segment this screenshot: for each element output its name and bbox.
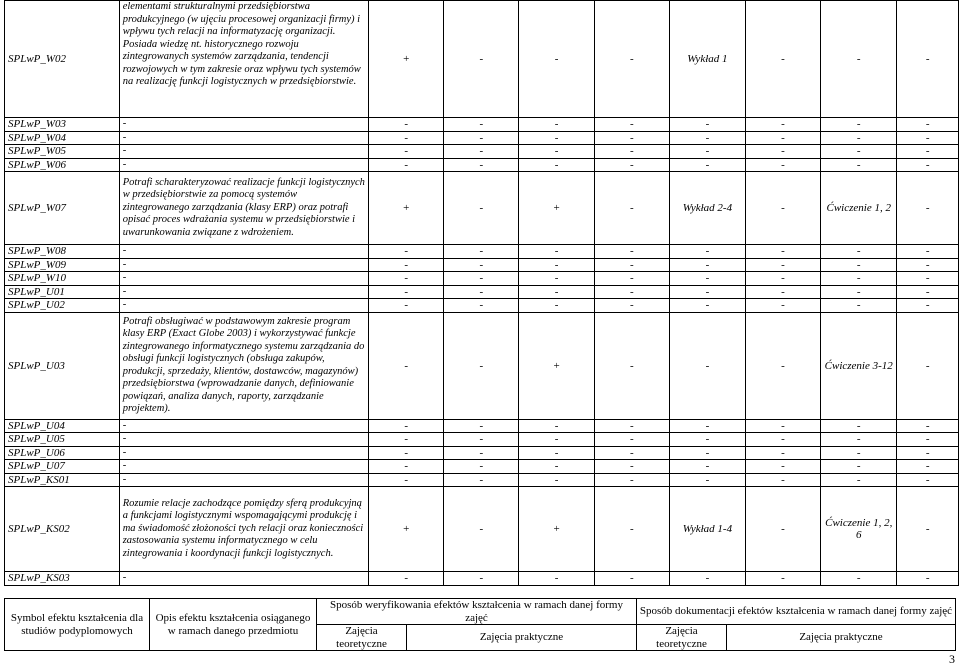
- assessment-cell: -: [369, 285, 444, 299]
- effect-description: -: [119, 118, 368, 132]
- effect-description: -: [119, 473, 368, 487]
- effect-code: SPLwP_W03: [5, 118, 120, 132]
- table-row: [5, 1, 959, 118]
- assessment-cell: -: [897, 158, 959, 172]
- assessment-cell: -: [897, 272, 959, 286]
- assessment-cell: -: [669, 245, 745, 259]
- assessment-cell: -: [594, 131, 669, 145]
- assessment-cell: -: [669, 285, 745, 299]
- assessment-cell: -: [369, 299, 444, 313]
- assessment-cell: -: [745, 446, 820, 460]
- assessment-cell: -: [444, 245, 519, 259]
- effect-code: SPLwP_U02: [5, 299, 120, 313]
- assessment-cell: -: [444, 131, 519, 145]
- assessment-cell: -: [519, 285, 594, 299]
- assessment-cell: -: [745, 145, 820, 159]
- assessment-cell: -: [369, 312, 444, 419]
- effect-code: SPLwP_U07: [5, 460, 120, 474]
- assessment-cell: -: [594, 299, 669, 313]
- effect-code: SPLwP_W07: [5, 172, 120, 245]
- assessment-cell: -: [745, 172, 820, 245]
- assessment-cell: -: [897, 131, 959, 145]
- assessment-cell: -: [745, 245, 820, 259]
- assessment-cell: +: [519, 487, 594, 572]
- assessment-cell: -: [369, 419, 444, 433]
- page-number: 3: [949, 652, 955, 666]
- table-row: [5, 433, 959, 447]
- assessment-cell: -: [519, 145, 594, 159]
- assessment-cell: -: [897, 299, 959, 313]
- assessment-cell: -: [369, 460, 444, 474]
- assessment-cell: -: [594, 245, 669, 259]
- assessment-cell: -: [821, 245, 897, 259]
- effect-code: SPLwP_W09: [5, 258, 120, 272]
- effect-code: SPLwP_W10: [5, 272, 120, 286]
- assessment-cell: -: [745, 473, 820, 487]
- effect-code: SPLwP_U01: [5, 285, 120, 299]
- effect-description: -: [119, 572, 368, 586]
- table-row: [5, 172, 959, 245]
- table-row: [5, 158, 959, 172]
- assessment-cell: -: [745, 572, 820, 586]
- legend-verification-group: Sposób weryfikowania efektów kształcenia w ramach danej formy zajęć: [317, 599, 637, 625]
- effect-code: SPLwP_U05: [5, 433, 120, 447]
- table-row: [5, 285, 959, 299]
- assessment-cell: -: [745, 131, 820, 145]
- assessment-cell: -: [669, 572, 745, 586]
- legend-documentation-theory: Zajęcia teoretyczne: [637, 625, 727, 651]
- assessment-cell: -: [594, 312, 669, 419]
- assessment-cell: -: [519, 1, 594, 118]
- assessment-cell: -: [745, 158, 820, 172]
- effect-description: -: [119, 258, 368, 272]
- assessment-cell: -: [594, 419, 669, 433]
- assessment-cell: Ćwiczenie 1, 2, 6: [821, 487, 897, 572]
- assessment-cell: -: [444, 1, 519, 118]
- table-row: [5, 131, 959, 145]
- assessment-cell: -: [444, 487, 519, 572]
- assessment-cell: -: [519, 118, 594, 132]
- assessment-cell: -: [897, 285, 959, 299]
- assessment-cell: -: [369, 258, 444, 272]
- assessment-cell: -: [444, 172, 519, 245]
- assessment-cell: -: [897, 118, 959, 132]
- table-row: [5, 473, 959, 487]
- table-row: [5, 272, 959, 286]
- effect-code: SPLwP_W04: [5, 131, 120, 145]
- assessment-cell: -: [369, 158, 444, 172]
- assessment-cell: +: [519, 172, 594, 245]
- assessment-cell: -: [594, 285, 669, 299]
- legend-verification-theory: Zajęcia teoretyczne: [317, 625, 407, 651]
- effect-code: SPLwP_KS01: [5, 473, 120, 487]
- assessment-cell: -: [821, 145, 897, 159]
- assessment-cell: -: [519, 158, 594, 172]
- assessment-cell: -: [519, 419, 594, 433]
- assessment-cell: -: [444, 285, 519, 299]
- assessment-cell: -: [745, 118, 820, 132]
- assessment-cell: -: [669, 419, 745, 433]
- effect-description: Rozumie relacje zachodzące pomiędzy sferą produkcyjną a funkcjami logistycznymi wspomagającymi produkcję i ma świadomość złożoności tych relacji oraz konieczności zastosowania systemu informatycznego w celu zintegrowania i koordynacji funkcji logistycznych.: [119, 487, 368, 572]
- assessment-cell: -: [745, 487, 820, 572]
- assessment-cell: -: [444, 572, 519, 586]
- table-row: [5, 299, 959, 313]
- assessment-cell: -: [669, 145, 745, 159]
- effect-description: elementami strukturalnymi przedsiębiorstwa produkcyjnego (w ujęciu procesowej organizacji firmy) i wpływu tych relacji na informatyzację organizacji. Posiada wiedzę nt. historycznego rozwoju zintegrowanych systemów zarządzania, tendencji rozwojowych w tym zakresie oraz wpływu tych systemów na realizację funkcji logistycznych w przedsiębiorstwie.: [119, 1, 368, 118]
- effect-description: -: [119, 245, 368, 259]
- assessment-cell: +: [369, 1, 444, 118]
- assessment-cell: -: [745, 433, 820, 447]
- effect-code: SPLwP_U04: [5, 419, 120, 433]
- assessment-cell: -: [594, 473, 669, 487]
- assessment-cell: -: [594, 433, 669, 447]
- effect-description: -: [119, 299, 368, 313]
- assessment-cell: -: [669, 473, 745, 487]
- effect-description: Potrafi scharakteryzować realizacje funkcji logistycznych w przedsiębiorstwie za pomocą systemów zintegrowanego zarządzania (klasy ERP) oraz potrafi opisać proces wdrażania systemu w przedsiębiorstwie i uwarunkowania związane z wdrożeniem.: [119, 172, 368, 245]
- legend-verification-practice: Zajęcia praktyczne: [407, 625, 637, 651]
- table-row: [5, 312, 959, 419]
- assessment-cell: -: [821, 285, 897, 299]
- assessment-cell: -: [745, 460, 820, 474]
- table-row: [5, 118, 959, 132]
- assessment-cell: -: [594, 258, 669, 272]
- legend-documentation-practice: Zajęcia praktyczne: [727, 625, 956, 651]
- assessment-cell: -: [821, 473, 897, 487]
- assessment-cell: -: [669, 460, 745, 474]
- effect-description: -: [119, 433, 368, 447]
- assessment-cell: -: [519, 433, 594, 447]
- assessment-cell: -: [369, 473, 444, 487]
- assessment-cell: -: [594, 446, 669, 460]
- assessment-cell: -: [669, 158, 745, 172]
- assessment-cell: -: [594, 487, 669, 572]
- assessment-cell: -: [821, 572, 897, 586]
- assessment-cell: -: [669, 433, 745, 447]
- effect-description: -: [119, 285, 368, 299]
- assessment-cell: -: [745, 258, 820, 272]
- assessment-cell: -: [745, 285, 820, 299]
- assessment-cell: -: [897, 1, 959, 118]
- assessment-cell: -: [821, 272, 897, 286]
- assessment-cell: -: [444, 299, 519, 313]
- assessment-cell: -: [821, 460, 897, 474]
- effect-description: -: [119, 446, 368, 460]
- legend-symbol: Symbol efektu kształcenia dla studiów podyplomowych: [5, 599, 150, 651]
- assessment-cell: -: [897, 487, 959, 572]
- effect-code: SPLwP_W02: [5, 1, 120, 118]
- assessment-cell: -: [444, 258, 519, 272]
- assessment-cell: -: [821, 131, 897, 145]
- legend-table: [4, 598, 956, 651]
- table-row: [5, 258, 959, 272]
- assessment-cell: -: [594, 118, 669, 132]
- assessment-cell: -: [897, 572, 959, 586]
- assessment-cell: Wykład 1: [669, 1, 745, 118]
- assessment-cell: -: [745, 312, 820, 419]
- assessment-cell: -: [369, 572, 444, 586]
- table-row: [5, 487, 959, 572]
- assessment-cell: -: [821, 258, 897, 272]
- assessment-cell: +: [369, 487, 444, 572]
- assessment-cell: Wykład 2-4: [669, 172, 745, 245]
- assessment-cell: -: [897, 172, 959, 245]
- effect-code: SPLwP_W08: [5, 245, 120, 259]
- assessment-cell: -: [669, 299, 745, 313]
- assessment-cell: -: [897, 258, 959, 272]
- assessment-cell: -: [444, 446, 519, 460]
- assessment-cell: -: [594, 145, 669, 159]
- assessment-cell: -: [369, 245, 444, 259]
- effect-code: SPLwP_W05: [5, 145, 120, 159]
- assessment-cell: -: [669, 118, 745, 132]
- effect-description: -: [119, 419, 368, 433]
- table-row: [5, 145, 959, 159]
- assessment-cell: -: [821, 446, 897, 460]
- assessment-cell: -: [444, 433, 519, 447]
- table-row: [5, 419, 959, 433]
- effect-description: -: [119, 131, 368, 145]
- table-row: [5, 446, 959, 460]
- assessment-cell: -: [519, 572, 594, 586]
- assessment-cell: -: [444, 419, 519, 433]
- assessment-cell: -: [897, 245, 959, 259]
- assessment-cell: -: [444, 272, 519, 286]
- assessment-cell: +: [519, 312, 594, 419]
- assessment-cell: Ćwiczenie 1, 2: [821, 172, 897, 245]
- assessment-cell: -: [594, 272, 669, 286]
- effect-description: -: [119, 158, 368, 172]
- assessment-cell: -: [519, 473, 594, 487]
- effect-description: Potrafi obsługiwać w podstawowym zakresie program klasy ERP (Exact Globe 2003) i wykorzystywać funkcje zintegrowanego informatycznego systemu zarządzania do obsługi funkcji logistycznych (obsługa zakupów, produkcji, sprzedaży, klientów, dostawców, magazynów) przedsiębiorstwa (wprowadzanie danych, definiowanie powiązań, analiza danych, raporty, zarządzanie projektem).: [119, 312, 368, 419]
- assessment-cell: -: [897, 446, 959, 460]
- assessment-cell: -: [669, 446, 745, 460]
- assessment-cell: -: [594, 158, 669, 172]
- assessment-cell: -: [821, 158, 897, 172]
- assessment-cell: -: [821, 1, 897, 118]
- assessment-cell: -: [519, 460, 594, 474]
- effect-code: SPLwP_KS02: [5, 487, 120, 572]
- effect-code: SPLwP_W06: [5, 158, 120, 172]
- assessment-cell: -: [897, 419, 959, 433]
- assessment-cell: -: [594, 572, 669, 586]
- assessment-cell: -: [444, 145, 519, 159]
- assessment-cell: -: [519, 245, 594, 259]
- assessment-cell: -: [444, 473, 519, 487]
- effects-table: [4, 0, 959, 586]
- assessment-cell: -: [444, 312, 519, 419]
- assessment-cell: -: [369, 433, 444, 447]
- assessment-cell: -: [745, 419, 820, 433]
- assessment-cell: -: [444, 460, 519, 474]
- assessment-cell: -: [444, 118, 519, 132]
- assessment-cell: -: [594, 460, 669, 474]
- assessment-cell: -: [594, 1, 669, 118]
- assessment-cell: -: [369, 446, 444, 460]
- assessment-cell: -: [519, 272, 594, 286]
- assessment-cell: -: [897, 433, 959, 447]
- assessment-cell: -: [519, 299, 594, 313]
- assessment-cell: -: [821, 118, 897, 132]
- assessment-cell: Ćwiczenie 3-12: [821, 312, 897, 419]
- assessment-cell: -: [821, 299, 897, 313]
- effect-description: -: [119, 272, 368, 286]
- assessment-cell: -: [669, 272, 745, 286]
- assessment-cell: -: [669, 131, 745, 145]
- legend-description: Opis efektu kształcenia osiąganego w ramach danego przedmiotu: [150, 599, 317, 651]
- assessment-cell: -: [745, 299, 820, 313]
- table-row: [5, 572, 959, 586]
- assessment-cell: -: [897, 473, 959, 487]
- assessment-cell: -: [897, 312, 959, 419]
- effect-code: SPLwP_KS03: [5, 572, 120, 586]
- assessment-cell: -: [369, 145, 444, 159]
- assessment-cell: -: [369, 118, 444, 132]
- effect-description: -: [119, 460, 368, 474]
- assessment-cell: Wykład 1-4: [669, 487, 745, 572]
- assessment-cell: -: [369, 131, 444, 145]
- assessment-cell: -: [821, 419, 897, 433]
- assessment-cell: -: [745, 1, 820, 118]
- assessment-cell: -: [444, 158, 519, 172]
- assessment-cell: -: [669, 258, 745, 272]
- assessment-cell: -: [669, 312, 745, 419]
- assessment-cell: -: [594, 172, 669, 245]
- assessment-cell: -: [821, 433, 897, 447]
- assessment-cell: +: [369, 172, 444, 245]
- table-row: [5, 460, 959, 474]
- legend-documentation-group: Sposób dokumentacji efektów kształcenia w ramach danej formy zajęć: [637, 599, 956, 625]
- assessment-cell: -: [519, 446, 594, 460]
- effect-description: -: [119, 145, 368, 159]
- assessment-cell: -: [369, 272, 444, 286]
- assessment-cell: -: [745, 272, 820, 286]
- effect-code: SPLwP_U06: [5, 446, 120, 460]
- assessment-cell: -: [519, 258, 594, 272]
- effect-code: SPLwP_U03: [5, 312, 120, 419]
- assessment-cell: -: [519, 131, 594, 145]
- table-row: [5, 245, 959, 259]
- assessment-cell: -: [897, 460, 959, 474]
- assessment-cell: -: [897, 145, 959, 159]
